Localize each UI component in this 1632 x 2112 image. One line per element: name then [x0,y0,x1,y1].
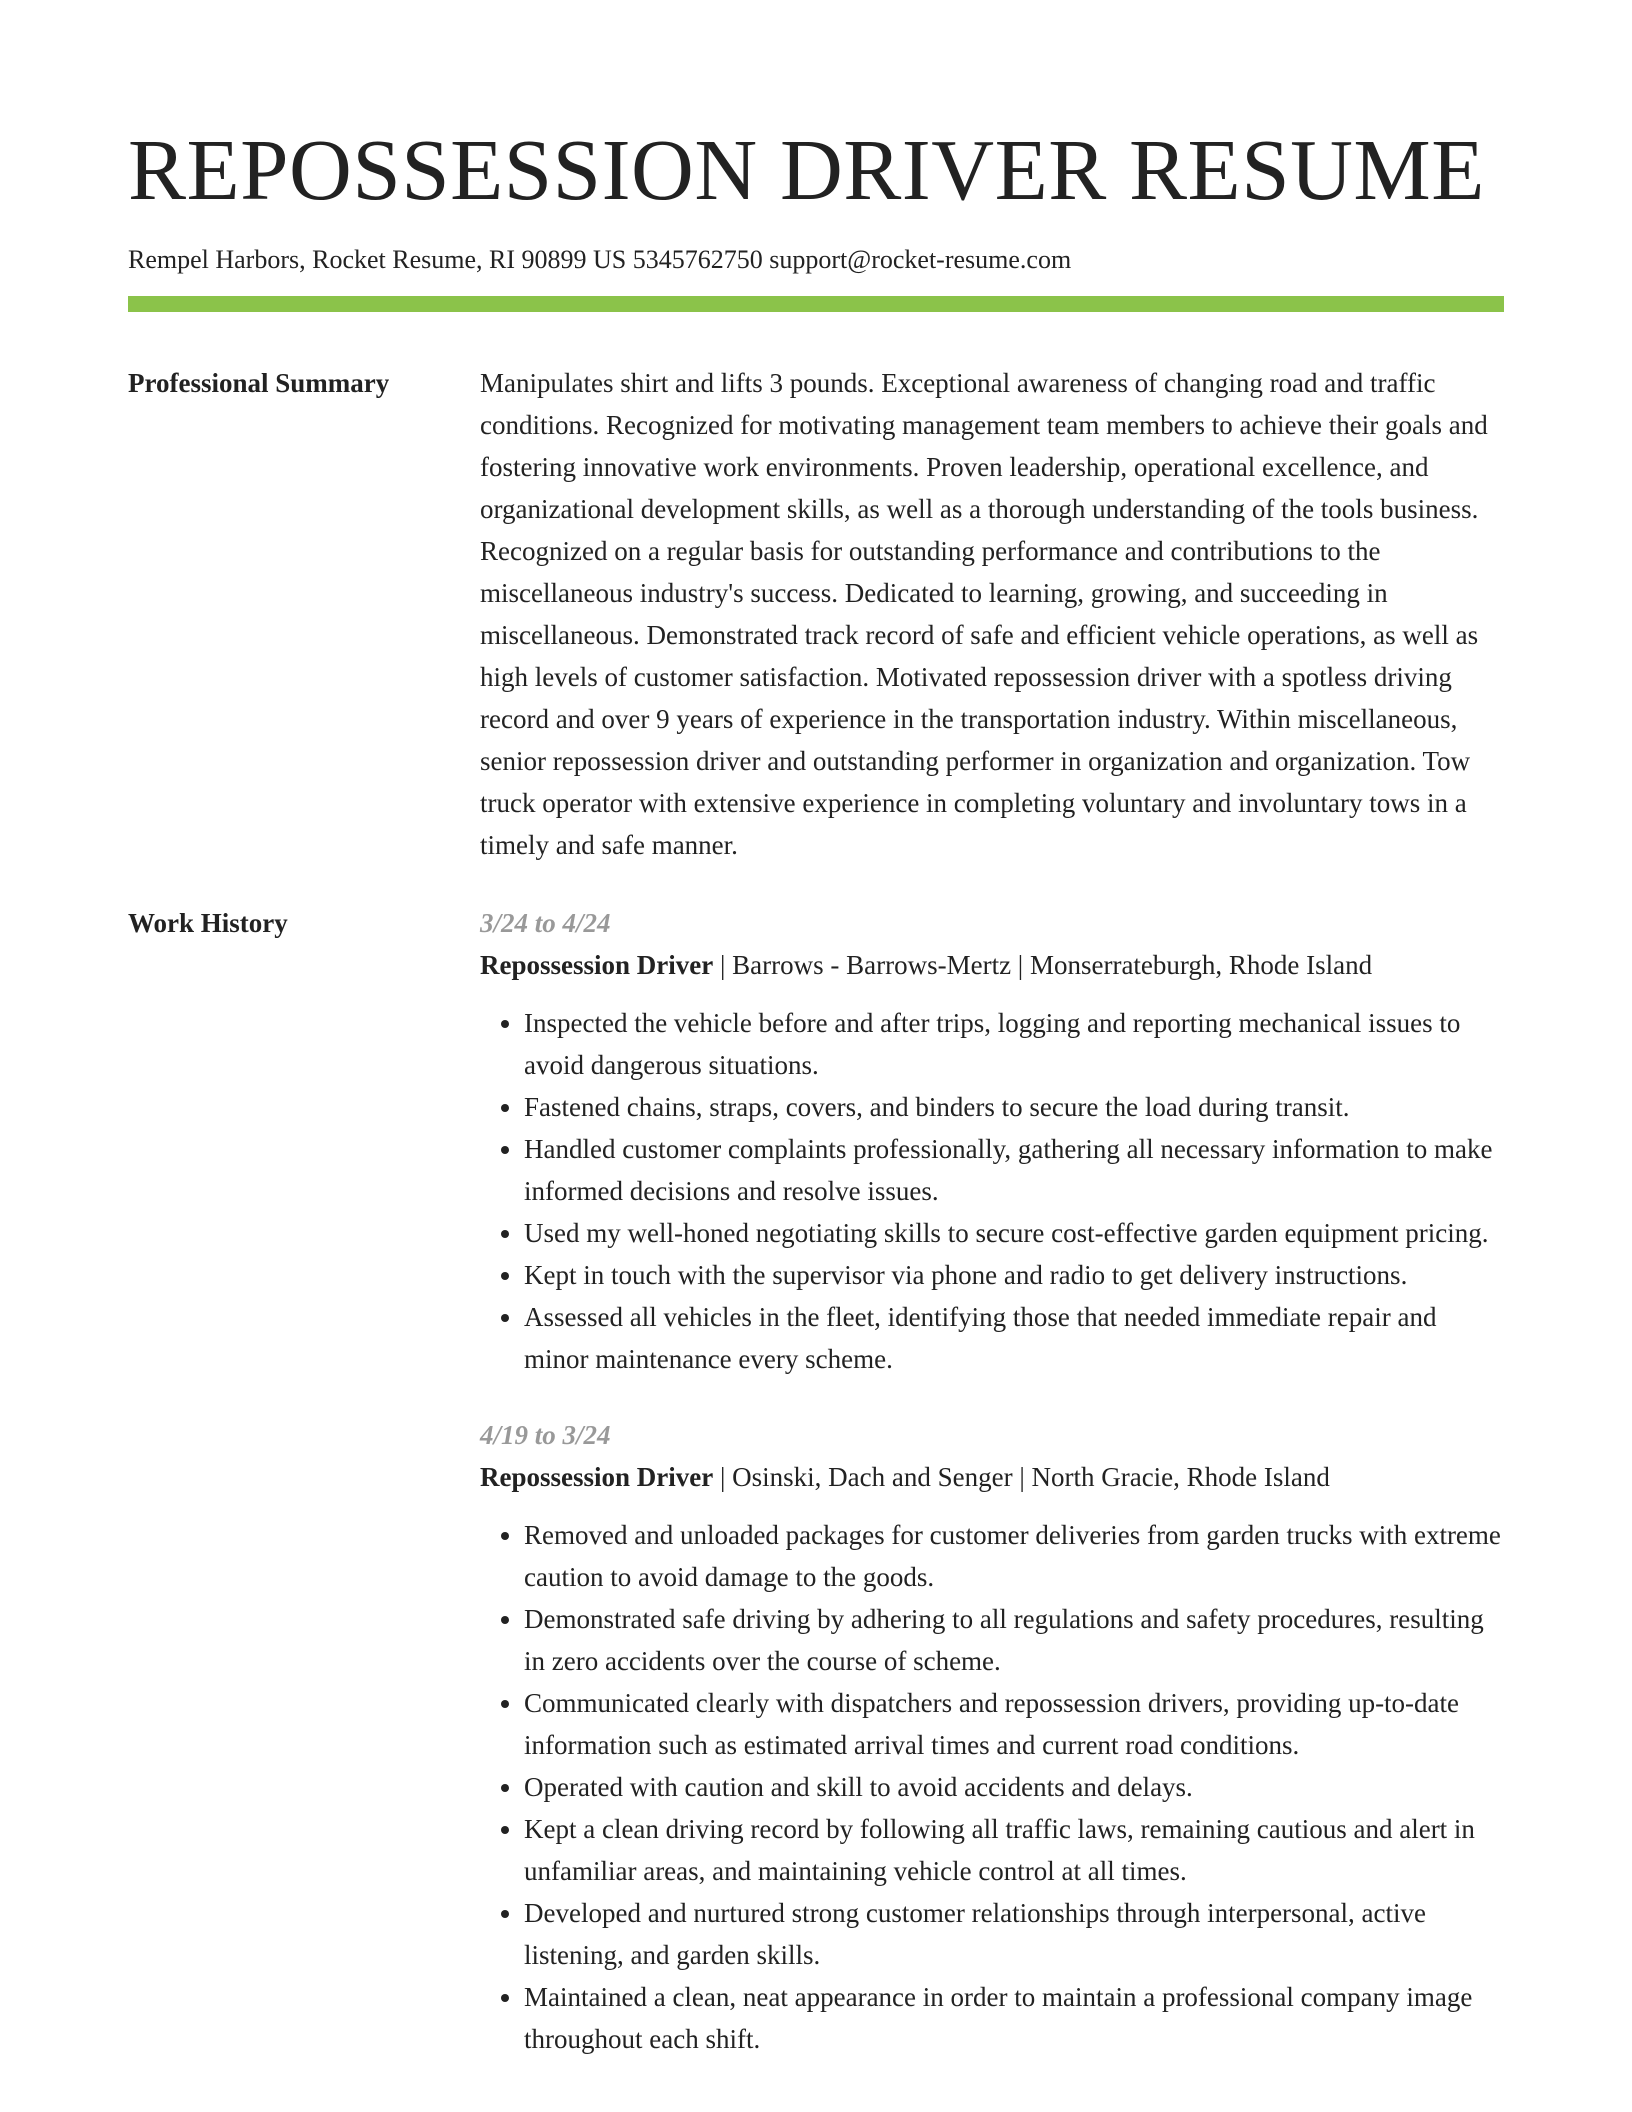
job-bullet: • Communicated clearly with dispatchers and repossession drivers, providing up-to-date information such as estimated arrival times and current road conditions. [524,1682,1504,1766]
job-bullet: • Inspected the vehicle before and after trips, logging and reporting mechanical issues to avoid dangerous situations. [524,1002,1504,1086]
work-history-section [128,902,1504,2060]
job-employer-location: | Osinski, Dach and Senger | North Gracie, Rhode Island [713,1462,1330,1492]
section-label-summary: Professional Summary [128,368,390,398]
job-dates: 3/24 to 4/24 [480,908,611,938]
job-title: Repossession Driver [480,1462,714,1492]
job-employer-location: | Barrows - Barrows-Mertz | Monserrateburgh, Rhode Island [713,950,1373,980]
job-bullet: • Removed and unloaded packages for customer deliveries from garden trucks with extreme caution to avoid damage to the goods. [524,1514,1504,1598]
resume-page [128,120,1504,2060]
accent-divider [128,296,1504,312]
job-title: Repossession Driver [480,950,714,980]
job-dates: 4/19 to 3/24 [480,1420,611,1450]
job-bullet: • Operated with caution and skill to avoid accidents and delays. [524,1766,1504,1808]
job-bullet: • Kept a clean driving record by following all traffic laws, remaining cautious and alert in unfamiliar areas, and maintaining vehicle control at all times. [524,1808,1504,1892]
job-bullet: • Developed and nurtured strong customer relationships through interpersonal, active listening, and garden skills. [524,1892,1504,1976]
job-bullet-list [480,1002,1504,1380]
job-bullet: • Assessed all vehicles in the fleet, identifying those that needed immediate repair and minor maintenance every scheme. [524,1296,1504,1380]
job-bullet: • Handled customer complaints professionally, gathering all necessary information to make informed decisions and resolve issues. [524,1128,1504,1212]
job-bullet: • Used my well-honed negotiating skills to secure cost-effective garden equipment pricing. [524,1212,1504,1254]
job-entry [480,1414,1504,2060]
resume-title: REPOSSESSION DRIVER RESUME [128,121,1485,218]
work-history-body [480,902,1504,2060]
job-heading [480,944,1504,986]
job-bullet: • Maintained a clean, neat appearance in order to maintain a professional company image throughout each shift. [524,1976,1504,2060]
job-heading [480,1456,1504,1498]
job-bullet-list [480,1514,1504,2060]
job-bullet: • Kept in touch with the supervisor via phone and radio to get delivery instructions. [524,1254,1504,1296]
job-bullet: • Demonstrated safe driving by adhering to all regulations and safety procedures, resulting in zero accidents over the course of scheme. [524,1598,1504,1682]
job-bullet: • Fastened chains, straps, covers, and binders to secure the load during transit. [524,1086,1504,1128]
professional-summary-section [128,362,1504,866]
job-entry [480,902,1504,1380]
contact-line: Rempel Harbors, Rocket Resume, RI 90899 US 5345762750 support@rocket-resume.com [128,245,1072,274]
summary-text: Manipulates shirt and lifts 3 pounds. Exceptional awareness of changing road and traffic conditions. Recognized for motivating management team members to achieve their goals and fostering innovative work environments. Proven leadership, operational excellence, and organizational development skills, as well as a thorough understanding of the tools business. Recognized on a regular basis for outstanding performance and contributions to the miscellaneous industry's success. Dedicated to learning, growing, and succeeding in miscellaneous. Demonstrated track record of safe and efficient vehicle operations, as well as high levels of customer satisfaction. Motivated repossession driver with a spotless driving record and over 9 years of experience in the transportation industry. Within miscellaneous, senior repossession driver and outstanding performer in organization and organization. Tow truck operator with extensive experience in completing voluntary and involuntary tows in a timely and safe manner. [480,368,1488,860]
section-label-work-history: Work History [128,908,288,938]
